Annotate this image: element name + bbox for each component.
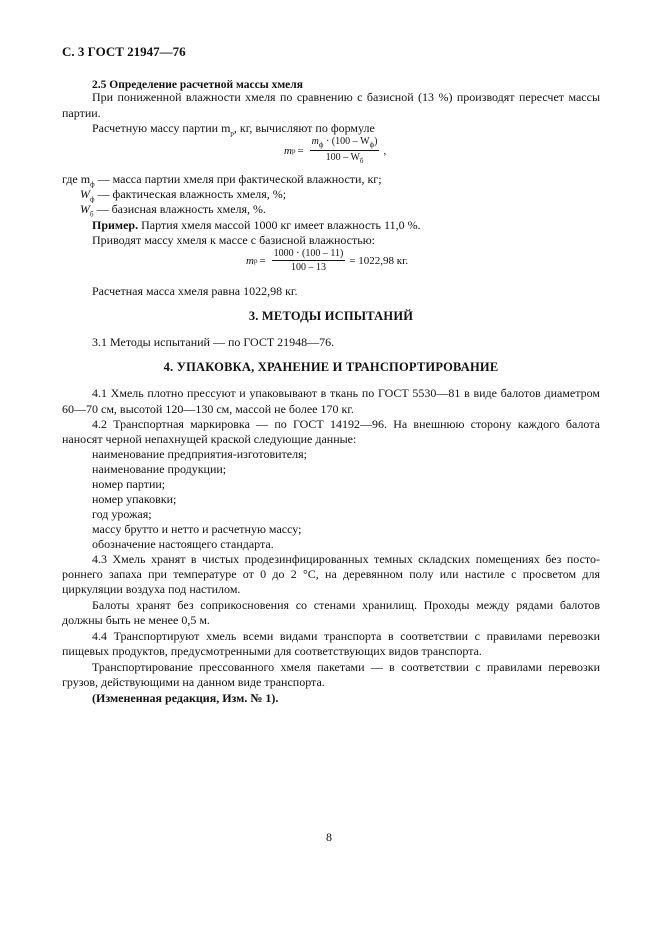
- para-2-5-line2: партии.: [62, 106, 101, 120]
- para-3-1: 3.1 Методы испытаний — по ГОСТ 21948—76.: [92, 335, 335, 349]
- para-4-4-line2: пищевых продуктов, предусмотренными для соответствующих видов транспорта.: [62, 644, 482, 658]
- formula-calculated-mass: m р = $\frac{m_ф \cdot (100 - W_ф)}{100 - W_б}$ ,: [284, 136, 387, 165]
- amendment-note: (Измененная редакция, Изм. № 1).: [92, 691, 279, 705]
- where-line-3: $W_б$ — базисная влажность хмеля, %.: [80, 202, 267, 219]
- list-item: наименование продукции;: [92, 462, 227, 476]
- para-2-5-line3: Расчетную массу партии $m_р$, кг, вычисляют по формуле: [92, 121, 375, 138]
- result-line: Расчетная масса хмеля равна 1022,98 кг.: [92, 284, 298, 298]
- para-4-4-line3: Транспортирование прессованного хмеля пакетами — в соответствии с правилами перевозки: [92, 660, 600, 674]
- para-4-3-line4: Балоты хранят без соприкосновения со стенами хранилищ. Проходы между рядами балотов: [92, 598, 600, 612]
- list-item: наименование предприятия-изготовителя;: [92, 447, 307, 461]
- para-4-4-line1: 4.4 Транспортируют хмель всеми видами транспорта в соответствии с правилами перевозки: [92, 629, 600, 643]
- para-4-2-line1: 4.2 Транспортная маркировка — по ГОСТ 14192—96. На внешнюю сторону каждого балота: [92, 417, 600, 431]
- para-4-1-line2: 60—70 см, высотой 120—130 см, массой не более 170 кг.: [62, 402, 354, 416]
- para-4-3-line2: роннего запаха при температуре от 0 до 2 °С, на деревянном полу или настиле с просветом для: [62, 567, 600, 581]
- example-line: Пример. Партия хмеля массой 1000 кг имеет влажность 11,0 %.: [92, 218, 421, 232]
- page-number: 8: [326, 830, 332, 844]
- list-item: обозначение настоящего стандарта.: [92, 537, 274, 551]
- list-item: год урожая;: [92, 507, 152, 521]
- where-line-2: $W_ф$ — фактическая влажность хмеля, %;: [80, 187, 287, 204]
- formula-example: m р = $\frac{1000 \cdot (100 - 11)}{100 - 13}$ = 1022,98 кг.: [246, 248, 409, 273]
- list-item: номер партии;: [92, 477, 166, 491]
- para-4-3-line1: 4.3 Хмель хранят в чистых продезинфицированных темных складских помещениях без посто-: [92, 552, 600, 566]
- para-4-3-line3: циркуляции воздуха под настилом.: [62, 582, 241, 596]
- where-line-1: где $m_ф$ — масса партии хмеля при фактической влажности, кг;: [62, 172, 382, 189]
- section-2-5-title: 2.5 Определение расчетной массы хмеля: [92, 79, 303, 91]
- list-item: массу брутто и нетто и расчетную массу;: [92, 522, 302, 536]
- para-2-5-line1: При пониженной влажности хмеля по сравнению с базисной (13 %) производят пересчет массы: [92, 90, 600, 104]
- para-4-4-line4: грузов, действующими на данном виде транспорта.: [62, 675, 325, 689]
- page-header: С. 3 ГОСТ 21947—76: [62, 44, 186, 59]
- example-line-2: Приводят массу хмеля к массе с базисной влажностью:: [92, 233, 376, 247]
- section-4-heading: 4. УПАКОВКА, ХРАНЕНИЕ И ТРАНСПОРТИРОВАНИЕ: [163, 360, 499, 374]
- para-4-3-line5: должны быть не менее 0,5 м.: [62, 613, 210, 627]
- para-4-1-line1: 4.1 Хмель плотно прессуют и упаковывают в ткань по ГОСТ 5530—81 в виде балотов диаметром: [92, 386, 600, 400]
- para-4-2-line2: наносят черной непахнущей краской следующие данные:: [62, 432, 357, 446]
- list-item: номер упаковки;: [92, 492, 177, 506]
- section-3-heading: 3. МЕТОДЫ ИСПЫТАНИЙ: [248, 309, 414, 323]
